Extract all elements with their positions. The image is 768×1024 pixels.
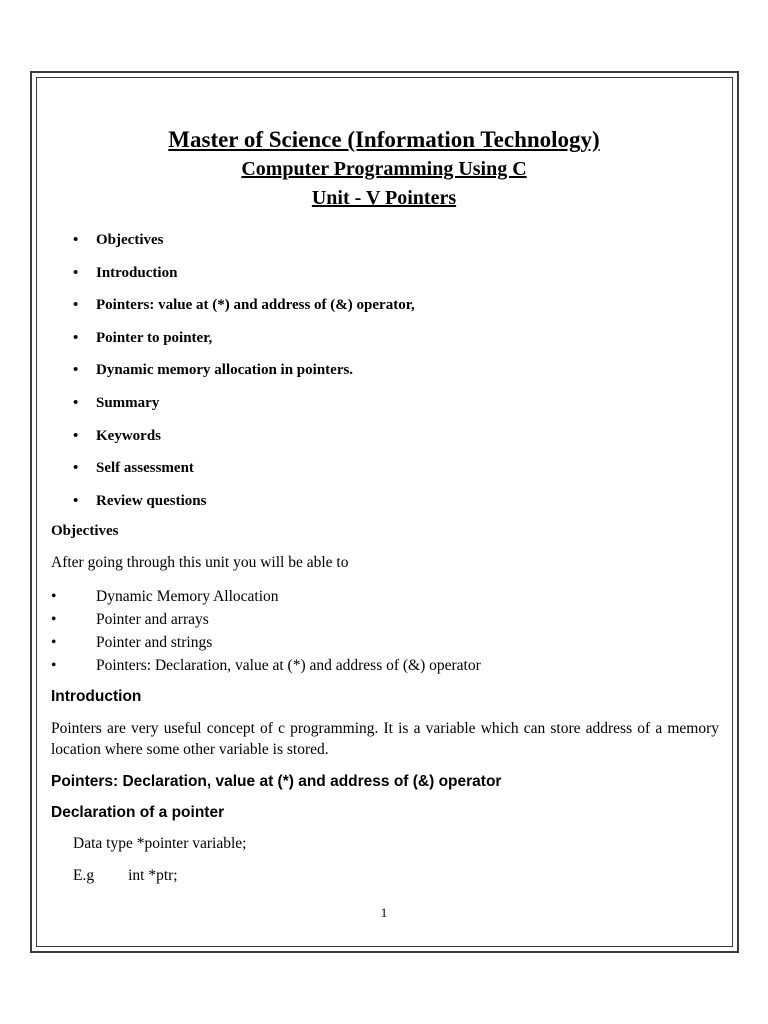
bullet-icon: •: [73, 297, 79, 314]
objectives-intro: After going through this unit you will be able to: [51, 554, 349, 571]
toc-item: [73, 392, 415, 425]
toc-item: [73, 327, 415, 360]
toc-item-label: Review questions: [96, 492, 207, 509]
page-number: 1: [380, 905, 388, 920]
toc-item-label: Summary: [96, 394, 160, 411]
list-item: [51, 633, 481, 656]
declaration-subheading: Declaration of a pointer: [51, 804, 225, 821]
list-item-label: Dynamic Memory Allocation: [96, 588, 279, 605]
objectives-list: [51, 587, 481, 679]
unit-title: Unit - V Pointers: [311, 187, 457, 209]
table-of-contents: [73, 229, 415, 522]
pointers-section-heading: Pointers: Declaration, value at (*) and address of (&) operator: [51, 773, 502, 790]
example-label: E.g: [73, 867, 95, 884]
bullet-icon: •: [73, 329, 79, 346]
toc-item-label: Self assessment: [96, 460, 194, 477]
bullet-icon: •: [73, 492, 79, 509]
list-item: [51, 587, 481, 610]
objectives-heading: Objectives: [51, 523, 119, 539]
toc-item: [73, 457, 415, 490]
list-item: [51, 610, 481, 633]
toc-item-label: Introduction: [96, 264, 178, 281]
toc-item: [73, 229, 415, 262]
toc-item: [73, 490, 415, 523]
pointer-syntax: Data type *pointer variable;: [73, 835, 247, 852]
toc-item: [73, 359, 415, 392]
bullet-icon: •: [51, 634, 57, 651]
bullet-icon: •: [73, 460, 79, 477]
bullet-icon: •: [73, 264, 79, 281]
toc-item-label: Objectives: [96, 232, 164, 248]
toc-item-label: Dynamic memory allocation in pointers.: [96, 362, 354, 379]
document-title: Master of Science (Information Technology): [168, 127, 600, 152]
document-subtitle: Computer Programming Using C: [241, 158, 527, 180]
example-code: int *ptr;: [128, 867, 178, 884]
toc-item: [73, 262, 415, 295]
introduction-paragraph: Pointers are very useful concept of c programming. It is a variable which can store address of a memory location where some other variable is stored.: [51, 720, 719, 758]
list-item-label: Pointer and arrays: [96, 611, 209, 628]
list-item-label: Pointer and strings: [96, 634, 213, 651]
bullet-icon: •: [73, 232, 79, 248]
bullet-icon: •: [51, 611, 57, 628]
bullet-icon: •: [51, 588, 57, 605]
bullet-icon: •: [73, 394, 79, 411]
toc-item: [73, 294, 415, 327]
toc-item: [73, 425, 415, 458]
toc-item-label: Keywords: [96, 427, 161, 444]
list-item: [51, 656, 481, 679]
list-item-label: Pointers: Declaration, value at (*) and address of (&) operator: [96, 657, 481, 674]
pointer-example: [73, 867, 178, 885]
bullet-icon: •: [73, 362, 79, 379]
bullet-icon: •: [51, 657, 57, 674]
toc-item-label: Pointers: value at (*) and address of (&) operator,: [96, 297, 415, 314]
bullet-icon: •: [73, 427, 79, 444]
introduction-heading: Introduction: [51, 688, 142, 705]
toc-item-label: Pointer to pointer,: [96, 329, 213, 346]
